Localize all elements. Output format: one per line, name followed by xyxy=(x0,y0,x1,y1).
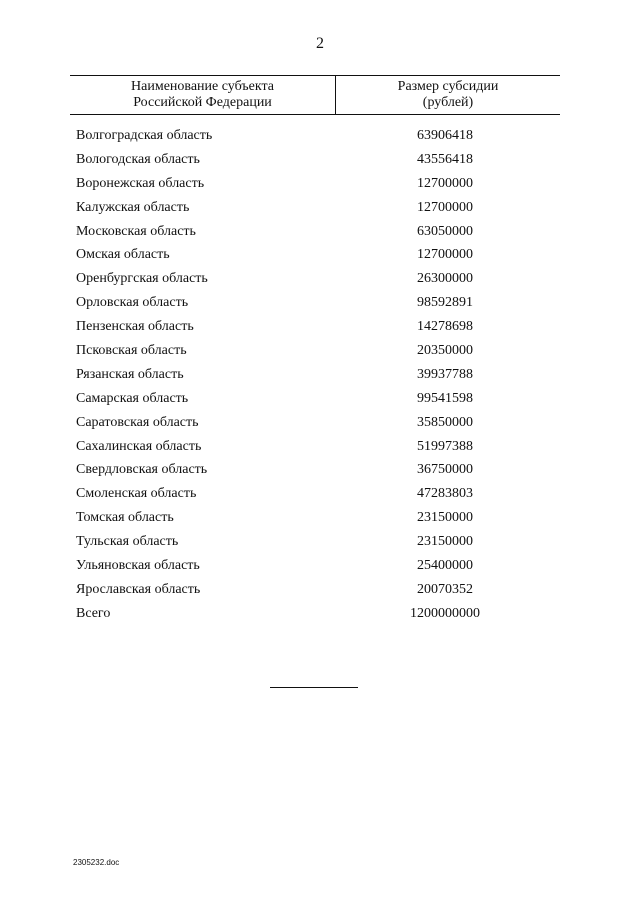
table-row xyxy=(0,295,640,319)
table-row xyxy=(0,224,640,248)
table-row xyxy=(0,462,640,486)
region-name: Сахалинская область xyxy=(76,438,202,454)
header-region-column xyxy=(70,79,335,111)
table-row xyxy=(0,319,640,343)
subsidy-amount: 39937788 xyxy=(417,366,473,382)
region-name: Московская область xyxy=(76,223,196,239)
table-row xyxy=(0,247,640,271)
subsidy-amount: 12700000 xyxy=(417,247,473,263)
table-row xyxy=(0,176,640,200)
subsidy-amount: 35850000 xyxy=(417,414,473,430)
table-row xyxy=(0,152,640,176)
region-name: Смоленская область xyxy=(76,486,197,502)
table-row xyxy=(0,200,640,224)
region-name: Омская область xyxy=(76,247,170,263)
region-name: Ярославская область xyxy=(76,581,201,597)
subsidy-amount: 25400000 xyxy=(417,558,473,574)
region-name: Оренбургская область xyxy=(76,271,208,287)
header-region-line1: Наименование субъекта xyxy=(131,79,274,94)
table-row xyxy=(0,439,640,463)
subsidy-amount: 36750000 xyxy=(417,462,473,478)
subsidy-amount: 63050000 xyxy=(417,223,473,239)
document-filename: 2305232.doc xyxy=(73,858,120,867)
region-name: Ульяновская область xyxy=(76,558,200,574)
table-row xyxy=(0,486,640,510)
region-name: Всего xyxy=(76,605,111,621)
subsidy-amount: 47283803 xyxy=(417,486,473,502)
header-region-line2: Российской Федерации xyxy=(133,95,272,110)
region-name: Вологодская область xyxy=(76,151,200,167)
region-name: Орловская область xyxy=(76,295,189,311)
region-name: Рязанская область xyxy=(76,366,184,382)
table-row xyxy=(0,415,640,439)
table-row xyxy=(0,606,640,630)
region-name: Самарская область xyxy=(76,390,189,406)
subsidy-amount: 23150000 xyxy=(417,534,473,550)
region-name: Свердловская область xyxy=(76,462,208,478)
subsidy-amount: 1200000000 xyxy=(410,605,480,621)
subsidy-amount: 98592891 xyxy=(417,295,473,311)
subsidy-amount: 99541598 xyxy=(417,390,473,406)
header-amount-line2: (рублей) xyxy=(422,95,474,110)
region-name: Пензенская область xyxy=(76,319,194,335)
subsidy-amount: 14278698 xyxy=(417,319,473,335)
table-row xyxy=(0,128,640,152)
table-row xyxy=(0,391,640,415)
region-name: Томская область xyxy=(76,510,174,526)
subsidy-amount: 12700000 xyxy=(417,175,473,191)
subsidy-amount: 63906418 xyxy=(417,128,473,143)
table-row xyxy=(0,510,640,534)
table-row xyxy=(0,534,640,558)
region-name: Калужская область xyxy=(76,199,190,215)
subsidy-amount: 43556418 xyxy=(417,151,473,167)
table-row xyxy=(0,558,640,582)
header-amount-column xyxy=(336,79,560,111)
table-header xyxy=(70,75,560,115)
subsidy-amount: 51997388 xyxy=(417,438,473,454)
subsidy-amount: 12700000 xyxy=(417,199,473,215)
subsidy-table-body xyxy=(0,128,640,630)
table-row xyxy=(0,343,640,367)
subsidy-amount: 26300000 xyxy=(417,271,473,287)
end-of-document-line xyxy=(270,687,358,688)
region-name: Воронежская область xyxy=(76,175,205,191)
subsidy-amount: 20070352 xyxy=(417,581,473,597)
subsidy-amount: 20350000 xyxy=(417,343,473,359)
table-row xyxy=(0,271,640,295)
table-row xyxy=(0,582,640,606)
region-name: Псковская область xyxy=(76,343,187,359)
region-name: Саратовская область xyxy=(76,414,199,430)
header-amount-line1: Размер субсидии xyxy=(397,79,499,94)
region-name: Тульская область xyxy=(76,534,179,550)
subsidy-amount: 23150000 xyxy=(417,510,473,526)
table-row xyxy=(0,367,640,391)
region-name: Волгоградская область xyxy=(76,128,213,143)
page-number: 2 xyxy=(316,35,324,52)
